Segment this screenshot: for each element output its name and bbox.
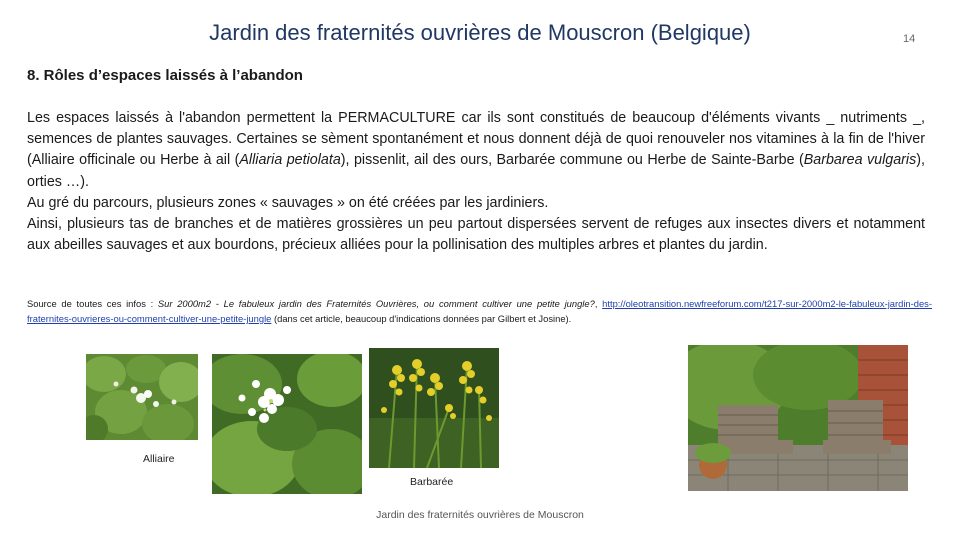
barbaree-caption: Barbarée — [410, 476, 454, 488]
latin-name-alliaria: Alliaria petiolata — [239, 152, 341, 169]
source-article-title: Sur 2000m2 - Le fabuleux jardin des Fraternités Ouvrières, ou comment cultiver une petite jungle? — [157, 298, 595, 309]
page-title: Jardin des fraternités ouvrières de Mouscron (Belgique) — [209, 20, 751, 45]
alliaire-flowers-photo — [212, 354, 362, 494]
garden-benches-photo — [688, 345, 908, 491]
footer-text: Jardin des fraternités ouvrières de Mouscron — [376, 509, 584, 521]
alliaire-caption: Alliaire — [143, 453, 175, 465]
barbaree-photo — [369, 348, 499, 468]
alliaire-leaves-image — [86, 354, 198, 440]
page-number: 14 — [903, 33, 916, 45]
body-text — [27, 108, 925, 256]
paragraph-permaculture: Les espaces laissés à l'abandon permettent la PERMACULTURE car ils sont constitués de beaucoup d'éléments vivants _ nutriments _, semences de plantes sauvages. Certaines se sèment spontanément et nous donnent déjà de quoi renouveler nos vitamines à la fin de l'hiver (Alliaire officinale ou Herbe à ail (Alliaria petiolata), pissenlit, ail des ours, Barbarée commune ou Herbe de Sainte-Barbe (Barbarea vulgaris), orties …). — [27, 110, 925, 190]
section-heading: 8. Rôles d’espaces laissés à l’abandon — [27, 67, 303, 84]
barbaree-image — [369, 348, 499, 468]
source-note: Source de toutes ces infos : Sur 2000m2 - Le fabuleux jardin des Fraternités Ouvrières, ou comment cultiver une petite jungle?, http://oleotransition.newfreeforum.com/t217-sur-2000m2-le-fabuleux-jardin-des-fraternites-ouvrieres-ou-comment-cultiver-une-petite-jungle (dans cet article, beaucoup d'indications données par Gilbert et Josine). — [27, 298, 932, 324]
alliaire-flowers-image — [212, 354, 362, 494]
garden-benches-image — [688, 345, 908, 491]
source-link[interactable]: http://oleotransition.newfreeforum.com/t217-sur-2000m2-le-fabuleux-jardin-des-fraternites-ouvrieres-ou-comment-cultiver-une-petite-jungle — [27, 298, 932, 324]
latin-name-barbarea: Barbarea vulgaris — [803, 152, 917, 169]
alliaire-leaves-photo — [86, 354, 198, 440]
paragraph-zones: Au gré du parcours, plusieurs zones « sauvages » on été créées par les jardiniers. — [27, 194, 549, 211]
paragraph-refuges: Ainsi, plusieurs tas de branches et de matières grossières un peu partout dispersées servent de refuges aux insectes divers et notamment aux abeilles sauvages et aux bourdons, précieux alliées pour la pollinisation des multiples arbres et plantes du jardin. — [27, 216, 925, 254]
